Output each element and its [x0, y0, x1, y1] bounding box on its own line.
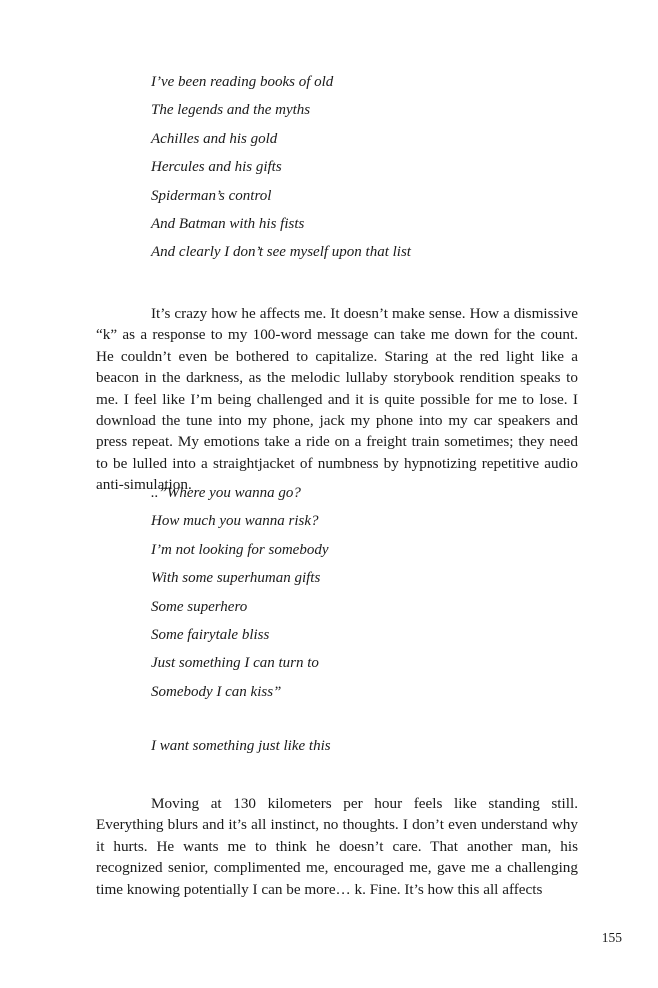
lyric-line: I want something just like this — [151, 738, 331, 754]
lyric-line: How much you wanna risk? — [151, 513, 319, 530]
lyric-line: Some superhero — [151, 598, 248, 615]
lyric-line: Some fairytale bliss — [151, 627, 270, 644]
lyric-line: Achilles and his gold — [151, 130, 278, 147]
lyric-verse-2 — [151, 479, 328, 706]
body-paragraph-1: It’s crazy how he affects me. It doesn’t make sense. How a dismissive “k” as a response to my 100-word message can take me down for the count. He couldn’t even be bothered to capitalize. Staring at the red light like a beacon in the darkness, as the melodic lullaby storybook rendition speaks to me. I feel like I’m being challenged and it is quite possible for me to lose. I download the tune into my phone, jack my phone into my car speakers and press repeat. My emotions take a ride on a freight train sometimes; they need to be lulled into a straightjacket of numbness by hypnotizing repetitive audio anti-simulation. — [96, 305, 578, 494]
lyric-line: Just something I can turn to — [151, 655, 319, 672]
lyric-line: Spiderman’s control — [151, 187, 272, 204]
lyric-line: ..”Where you wanna go? — [151, 485, 301, 501]
lyric-line: I’m not looking for somebody — [151, 541, 329, 558]
lyric-verse-1 — [151, 68, 411, 267]
lyric-verse-3 — [151, 732, 331, 760]
lyric-line: And Batman with his fists — [151, 216, 305, 233]
page-number: 155 — [601, 930, 622, 945]
body-paragraph-2: Moving at 130 kilometers per hour feels like standing still. Everything blurs and it’s all instinct, no thoughts. I don’t even understand why it hurts. He wants me to think he doesn’t care. That another man, his recognized senior, complimented me, encouraged me, gave me a challenging time knowing potentially I can be more… k. Fine. It’s how this all affects — [96, 795, 578, 898]
lyric-line: Somebody I can kiss” — [151, 683, 282, 700]
lyric-line: The legends and the myths — [151, 102, 311, 119]
lyric-line: And clearly I don’t see myself upon that list — [151, 244, 411, 261]
lyric-line: With some superhuman gifts — [151, 570, 321, 587]
lyric-line: Hercules and his gifts — [151, 159, 282, 176]
lyric-line: I’ve been reading books of old — [151, 74, 334, 90]
